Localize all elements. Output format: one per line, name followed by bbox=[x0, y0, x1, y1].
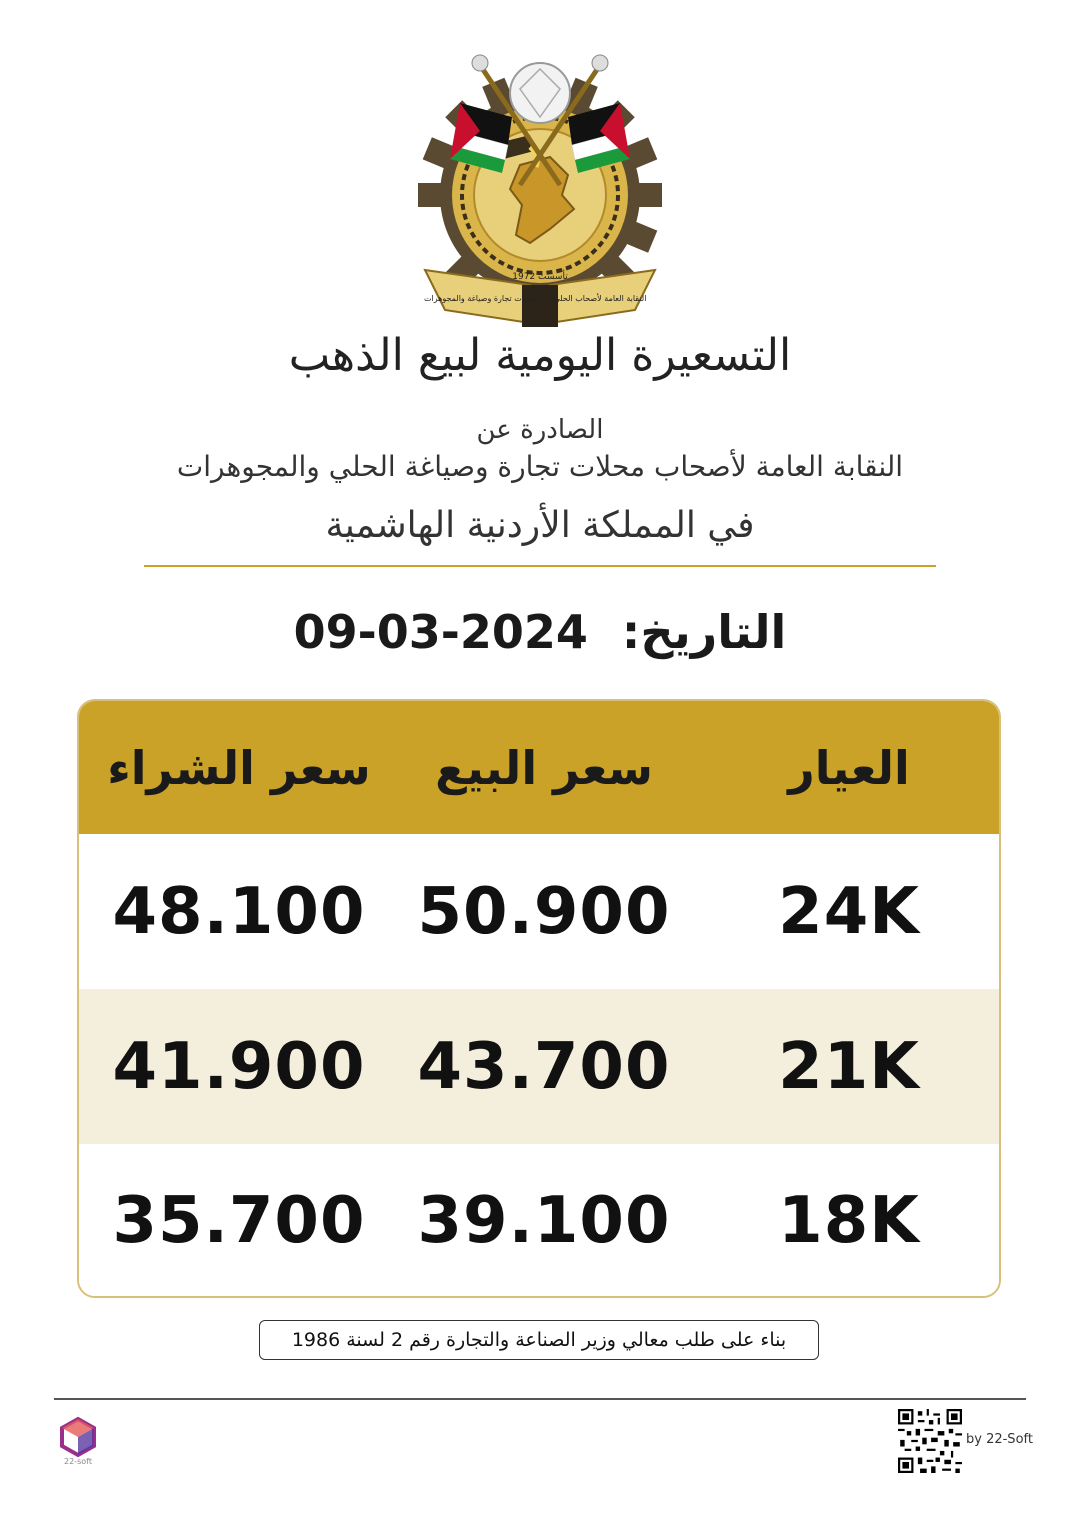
brand-caption: 22-soft bbox=[64, 1457, 92, 1466]
karat-value: 21K bbox=[778, 1029, 920, 1104]
table-row bbox=[79, 1144, 999, 1298]
organization-name: النقابة العامة لأصحاب محلات تجارة وصياغة الحلي والمجوهرات bbox=[176, 450, 904, 483]
table-header bbox=[79, 701, 999, 834]
divider bbox=[144, 565, 936, 567]
credit-text: by 22-Soft bbox=[966, 1432, 1033, 1447]
date-label: التاريخ: bbox=[621, 605, 787, 659]
date-row bbox=[0, 605, 1080, 659]
buy-price-value: 35.700 bbox=[112, 1184, 366, 1258]
page-title: التسعيرة اليومية لبيع الذهب bbox=[288, 330, 792, 381]
issued-by: الصادرة عن bbox=[476, 415, 604, 445]
country-name: في المملكة الأردنية الهاشمية bbox=[325, 505, 755, 546]
header-sell-price: سعر البيع bbox=[435, 740, 653, 795]
legal-note: بناء على طلب معالي وزير الصناعة والتجارة رقم 2 لسنة 1986 bbox=[259, 1320, 819, 1360]
sell-price-value: 43.700 bbox=[417, 1029, 671, 1104]
logo-founded: تأسست 1972 bbox=[512, 272, 568, 282]
buy-price-value: 41.900 bbox=[112, 1029, 366, 1104]
sell-price-value: 39.100 bbox=[417, 1184, 671, 1258]
qr-code-icon bbox=[898, 1409, 962, 1473]
logo-ribbon-left: محلات تجارة وصياغة والمجوهرات bbox=[423, 294, 537, 303]
header-karat: العيار bbox=[788, 740, 910, 795]
buy-price-value: 48.100 bbox=[112, 874, 366, 949]
date-value: 09-03-2024 bbox=[293, 605, 588, 659]
header-buy-price: سعر الشراء bbox=[107, 740, 371, 795]
table-row bbox=[79, 834, 999, 989]
price-table bbox=[77, 699, 1001, 1298]
logo-ribbon-right: النقابة العامة لأصحاب الحلي bbox=[553, 294, 647, 303]
table-row bbox=[79, 989, 999, 1144]
syndicate-logo bbox=[410, 45, 670, 335]
karat-value: 24K bbox=[778, 874, 920, 949]
sell-price-value: 50.900 bbox=[417, 874, 671, 949]
karat-value: 18K bbox=[778, 1184, 920, 1258]
footer-divider bbox=[54, 1398, 1026, 1400]
